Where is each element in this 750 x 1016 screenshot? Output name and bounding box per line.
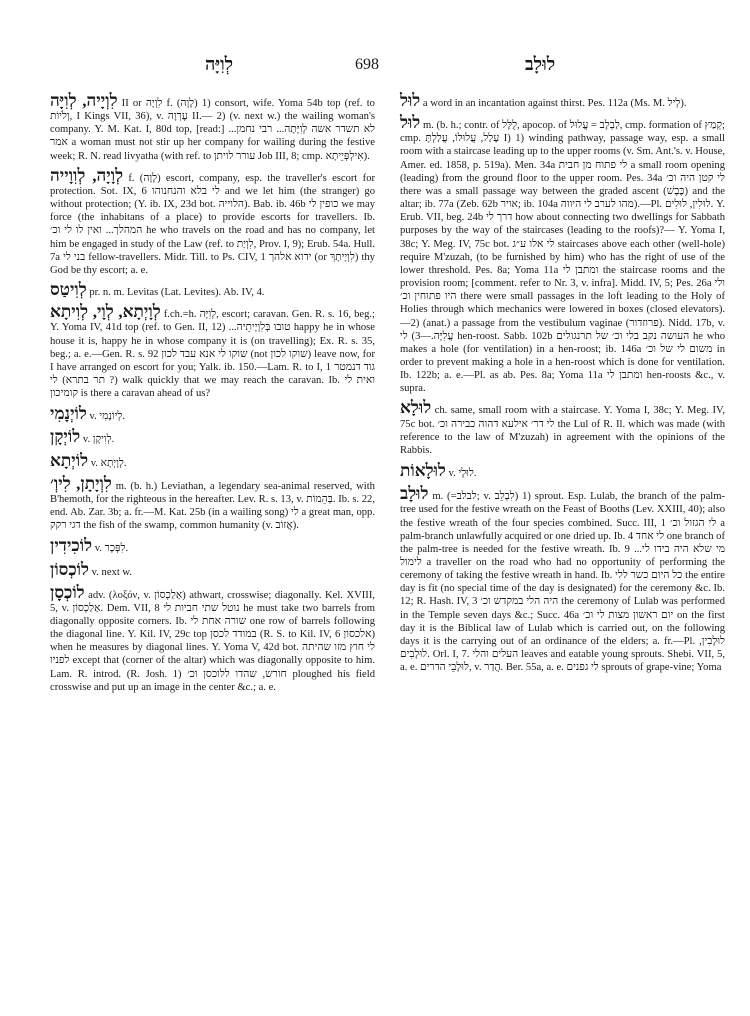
entry-headword: לוֹכִידִין [50,536,93,556]
entry-text: v. לְוָיְתָא. [90,457,127,469]
entry-headword: לִוְיָיה, לְוִיָּה [50,91,118,110]
entry-text: v. לִפְּכָר. [94,543,129,555]
right-column [400,92,725,678]
dictionary-entry [50,405,375,423]
page-header [0,52,750,82]
page-number: 698 [355,56,379,73]
entry-text: m. (b. h.) Leviathan, a legendary sea-animal reserved, with B'hemoth, for the righteous in the hereafter. Lev. R. s. 13, v. בְּהֵמוֹת. Ib. s. 22, end. Ab. Zar. 3b; a. fr.—M. Kat. 25b (in a wailing song) לי a great man, opp. דגי רקק the fish of the swamp, common humanity (v. אֲזוֹב). [50,480,375,532]
dictionary-entry [400,462,725,480]
entry-headword: לְוָיְתָא, לְוָי, לְוִיתָא [50,302,161,322]
entry-headword: לוּלָא [400,398,432,418]
dictionary-entry [50,428,375,446]
dictionary-entry [50,167,375,277]
entry-text: II or לִוְיָה f. (לָוָה) 1) consort, wife. Yoma 54b top (ref. to וְלֹיוֹת, I Kings VII, 36), v. עֶרְוָה II.— 2) (v. next w.) the wailing woman's company. Y. M. Kat. I, 80d top, [read:] לא תשדר אשה לְוִיָּתָה... רבי נחמן... אמר a woman must not stir up her company for wailing during the festive week; R. N. read livyatha (with ref. to עורר לויתן Job III, 8; cmp. אִילְפְּיֵיתָא). [50,98,376,162]
entry-text: adv. (λοξόν, v. אַלַכְסוֹן) athwart, crosswise; diagonally. Kel. XVIII, 5, v. אַלַכְסוֹן. Dem. VII, 8 נוטל שתי חביות לי he must take two barrels from diagonally opposite corners. Ib. שורה אחת לי one row of barrels following the diagonal line. Y. Kil. IV, 29c top במודד לכסן (R. S. to Kil. IV, 6 אלכסון) when he measures by diagonal lines. Y. Yoma V, 42d bot. לי חוץ מזו שהיתה לפניו except that (corner of the altar) which was diagonally opposite to him. Lam. R. introd. (R. Josh. 1) חורש, שהדו ללוכסן וכ׳ ploughed his field crosswise and put up an image in the center &c.; a. e. [50,589,376,693]
entry-text: v. לְוִיקָן. [82,434,115,446]
dictionary-entry [50,584,375,694]
dictionary-entry [50,452,375,470]
dictionary-entry [50,92,375,163]
dictionary-entry [400,114,725,395]
entry-headword: לוּלָאוֹת [400,461,446,481]
left-running-headword: לְוִיָּה [205,54,234,74]
entry-text: m. (b. h.; contr. of לֻלָּל, apocop. of לַבְלָב = עֲלוּל, cmp. formation of קְמַץ; cmp. עָלַל, עֲלוּלוֹ, עֲלַלְתָּ I) 1) winding pathway, passage way, esp. a small room with a staircase leading up to the upper rooms (v. Sm. Ant.'s. v. House, Amer. ed. 1858, p. 519a). Men. 34a לי פתוח מן חבית a small room opening (leading) from the ground floor to the upper room. Pes. 34a לי קטן היה וכ׳ there was a small passage way between the graded ascent (כֶּבֶשׁ) and the altar; ib. 77a (Zeb. 62b אויר; ib. 104a מהו לערב לי היווה).—Pl. לוּלִין, לוּלִים. Y. Erub. VII, beg. 24b דרך לי how about connecting two dwellings for Sabbath purposes by the way of the staircases (leading to the roofs)?— Y. Yoma I, 38c; Y. Meg. IV, 75c bot. לי אלו ע״ג staircases above each other (well-hole) require M'zuzah, (to be furnished by him) who has the right of use of the lower threshold. Pes. 8a; Yoma 11a ומתבן לי the staircase rooms and the provision room; [comment. refer to Nr. 3, v. infra]. Midd. IV, 5; Pes. 26a ולי היו פתוחין וכ׳ there were small passages in the loft leading to the Holy of Holies through which mechanics were lowered in boxes (closed elevators).—2) (anat.) a passage from the vestibulum vaginae (פרוזדור). Nidd. 17b, v. עֲלִיָּה.—3) לי hen-roost. Sabb. 102b העושה נקב בלי וכ׳ של תרנגולים he who makes a hole (for ventilation) in a hen-roost; ib. 146a משום לי של וכ׳ in order to prevent making a hole in a hen-roost which is done for ventilation. Ib. 122b; a. e.—Pl. as ab. Pes. 8a; Yoma 11a ומתבן לי hen-roosts &c., v. supra. [400,120,726,395]
dictionary-entry [400,92,725,110]
entry-text: a word in an incantation against thirst. Pes. 112a (Ms. M. לְיל). [422,98,687,109]
entry-headword: לוּלָב [400,484,429,504]
dictionary-entry [50,475,375,533]
entry-text: pr. n. m. Levitas (Lat. Levites). Ab. IV, 4. [89,287,265,299]
entry-text: v. next w. [91,566,133,578]
entry-text: f. (לָוָה) escort, company, esp. the traveller's escort for protection. Sot. IX, 6 לי בלא והנחנוהו and we let him (the stranger) go without protection; (Y. ib. IX, 23d bot. הלוייה). Bab. ib. 46b כופין לי we may force (the inhabitans of a place) to provide escorts for travellers. Ib. המהלך... ואין לו לי וכ׳ he who travels on the road and has no company, let him be engaged in study of the Law (ref. to לִוְיַת, Prov. I, 9); Erub. 54a. Hull. 7a בני לי fellow-travellers. Midr. Till. to Ps. CIV, 1 ידוא אלהך (or לִוְיָיתָךְ) thy God be thy escort; a. e. [50,172,376,276]
entry-headword: לוֹיְקָן [50,427,81,447]
right-running-headword: לוּלָב [525,54,556,74]
entry-text: v. לוּלָי. [448,468,477,480]
dictionary-entry [50,537,375,555]
dictionary-entry [400,399,725,457]
entry-headword: לוֹכְסוֹן [50,559,89,579]
dictionary-entry [50,281,375,299]
entry-headword: לוּל [400,91,421,110]
left-column [50,92,375,698]
entry-text: v. לְיוֹנָמִי. [89,411,125,423]
entry-text: ch. same, small room with a staircase. Y. Yoma I, 38c; Y. Meg. IV, 75c bot. לי דר׳ אילעא דהוה כבירה וכ׳ the Lul of R. Il. which was made (with reference to the law of M'zuzah) in agreement with the opinions of the Rabbis. [400,405,726,456]
dictionary-entry [50,561,375,579]
dictionary-entry [50,303,375,400]
entry-headword: לוֹכְסָן [50,582,85,602]
entry-headword: לִוְיָתָן, לִיוְ׳ [50,473,112,493]
entry-text: f.ch.=h. לְוִיָּה, escort; caravan. Gen. R. s. 16, beg.; Y. Yoma IV, 41d top (ref. to Gen. II, 12) ...טובו בְּלִוְיָיתֵיה happy he in whose house it is, happy he in whose company it is (on travelling); Ex. R. s. 35, beg.; a. e.—Gen. R. s. 92 שוקו לי אנא עבד לכון (not שוקו לכון) leave now, for I have arranged on escort for you; Yalk. ib. 150.—Lam. R. to I, 1 גוד דנמטר (? תר בתרא) לי walk quickly that we may reach the caravan. Ib. ואית לי קומיכון is there a caravan ahead of us? [50,309,376,400]
entry-headword: לוֹיְנָמִי [50,404,87,424]
entry-text: m. (=לבלב; v. לִבְלֵב) 1) sprout. Esp. Lulab, the branch of the palm-tree used for the festive wreath on the Feast of Booths (Lev. XXIII, 40); also the festive wreath of the four species combined. Succ. III, 1 לי הגזול וכ׳ a palm-branch unlawfully acquired or one dried up. Ib. 4 לי אחד one branch of the palm-tree is needed for the festive wreath. Ib. 9 ...מי שלא היה בידו לי לימול a traveller on the road who had no opportunity of performing the ceremony of taking the festive wreath in hand. Ib. כל היום כשר ללי the entire day is fit (no special time of the day is designated) for the ceremony &c. Ib. 12; R. Hash. IV, 3 היה הלי במקדש וכ׳ the ceremony of Lulab was performed in the Temple seven days &c.; Succ. 46a יום ראשון מצות לי וכ׳ on the first day it is the Biblical law of Lulab which is carried out, on the following days it is the carrying out of an ordinance of the elders; a. fr.—Pl. לוּלָבִין, לוּלָבִים. Orl. I, 7. העלים והלי leaves and eatable young sprouts. Shebi. VII, 5, a. e. לוּלָבֵי הדרים, v. הֲדַר. Ber. 55a, a. e. לי גפנים sprouts of grape-vine; Yoma [400,491,726,674]
entry-headword: לְוָיָה, לְוִוָייה [50,165,124,185]
dictionary-entry [400,485,725,674]
entry-headword: לוֹיְתָא [50,450,89,470]
entry-headword: לְוִיטַס [50,280,87,300]
entry-headword: לוּל [400,113,421,133]
